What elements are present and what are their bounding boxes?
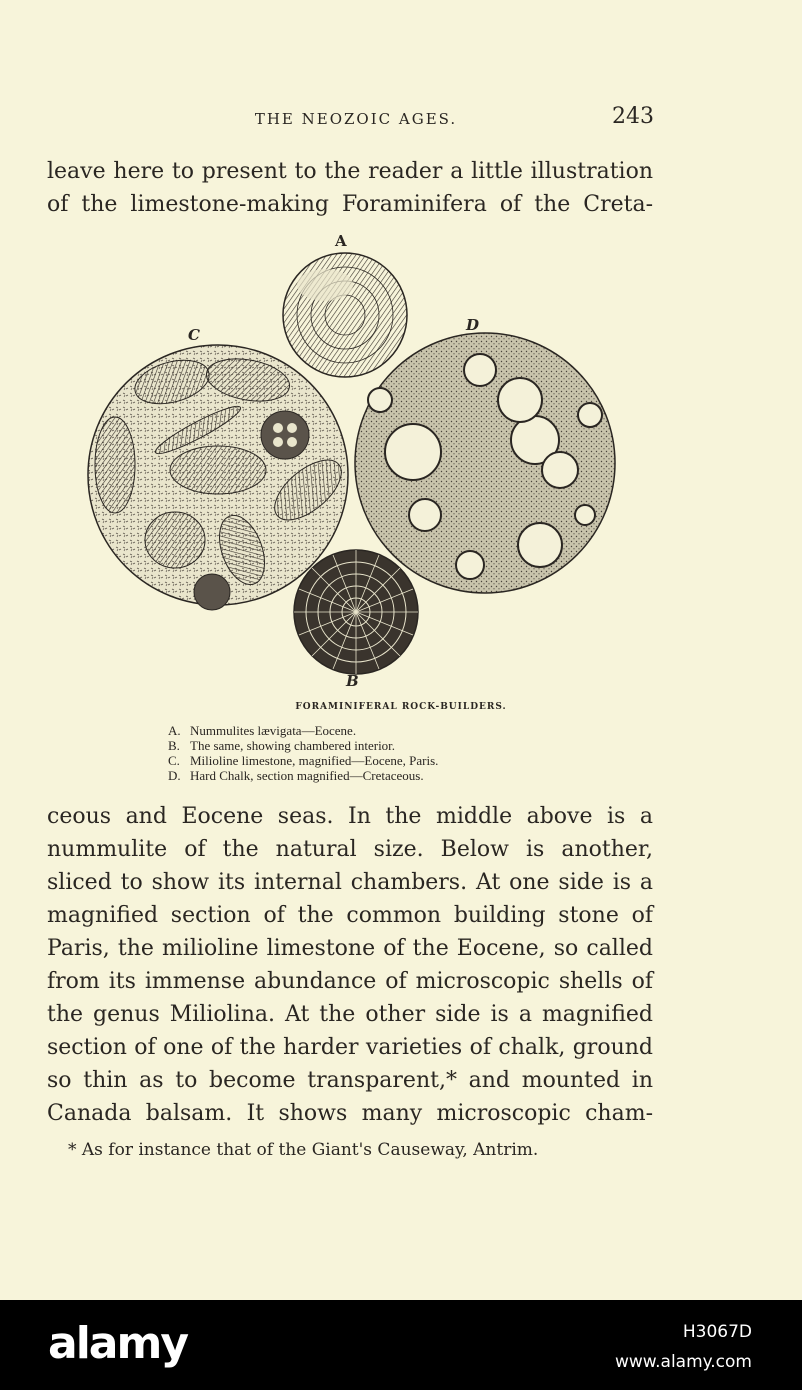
- watermark-bar: [0, 1300, 802, 1390]
- body-line: Paris, the milioline limestone of the Eocene, so called: [47, 936, 653, 961]
- figure-title: FORAMINIFERAL ROCK-BUILDERS.: [295, 702, 507, 712]
- label-c: C: [188, 326, 200, 344]
- body-line: ceous and Eocene seas. In the middle above is a: [47, 804, 653, 829]
- caption-text: Milioline limestone, magnified—Eocene, Paris.: [190, 753, 439, 768]
- foraminifera-plate: [80, 230, 640, 700]
- caption-letter: C.: [168, 753, 180, 768]
- watermark-logo: alamy: [48, 1318, 187, 1369]
- running-title: THE NEOZOIC AGES.: [254, 110, 458, 128]
- label-d: D: [466, 316, 480, 334]
- figure-caption-list: [168, 723, 438, 783]
- body-line: from its immense abundance of microscopic shells of: [47, 969, 653, 994]
- nummulite-a: [283, 253, 407, 377]
- watermark-url: www.alamy.com: [614, 1352, 752, 1372]
- caption-text: The same, showing chambered interior.: [190, 738, 396, 753]
- watermark-image-id: H3067D: [682, 1322, 752, 1342]
- body-line: so thin as to become transparent,* and mounted in: [47, 1068, 653, 1093]
- body-line: the genus Miliolina. At the other side is a magnified: [47, 1002, 653, 1027]
- body-line: of the limestone-making Foraminifera of the Creta-: [47, 192, 653, 217]
- body-line: section of one of the harder varieties of chalk, ground: [47, 1035, 653, 1060]
- body-line: sliced to show its internal chambers. At one side is a: [47, 870, 653, 895]
- footnote: * As for instance that of the Giant's Causeway, Antrim.: [68, 1140, 539, 1160]
- body-line: nummulite of the natural size. Below is another,: [47, 837, 653, 862]
- foraminifera-illustration: [80, 230, 640, 700]
- page-number: 243: [612, 104, 654, 129]
- body-line: Canada balsam. It shows many microscopic cham-: [47, 1101, 653, 1126]
- caption-item: [168, 723, 438, 738]
- caption-item: [168, 738, 438, 753]
- caption-item: [168, 768, 438, 783]
- caption-text: Nummulites lævigata—Eocene.: [190, 723, 357, 738]
- nummulite-b-section: [294, 550, 418, 674]
- body-line: leave here to present to the reader a little illustration: [47, 159, 653, 184]
- caption-item: [168, 753, 438, 768]
- caption-letter: B.: [168, 738, 180, 753]
- chalk-section-d: [355, 333, 615, 593]
- caption-text: Hard Chalk, section magnified—Cretaceous.: [190, 768, 424, 783]
- label-b: B: [346, 672, 359, 690]
- label-a: A: [335, 232, 347, 250]
- body-line: magnified section of the common building stone of: [47, 903, 653, 928]
- caption-letter: D.: [168, 768, 181, 783]
- caption-letter: A.: [168, 723, 181, 738]
